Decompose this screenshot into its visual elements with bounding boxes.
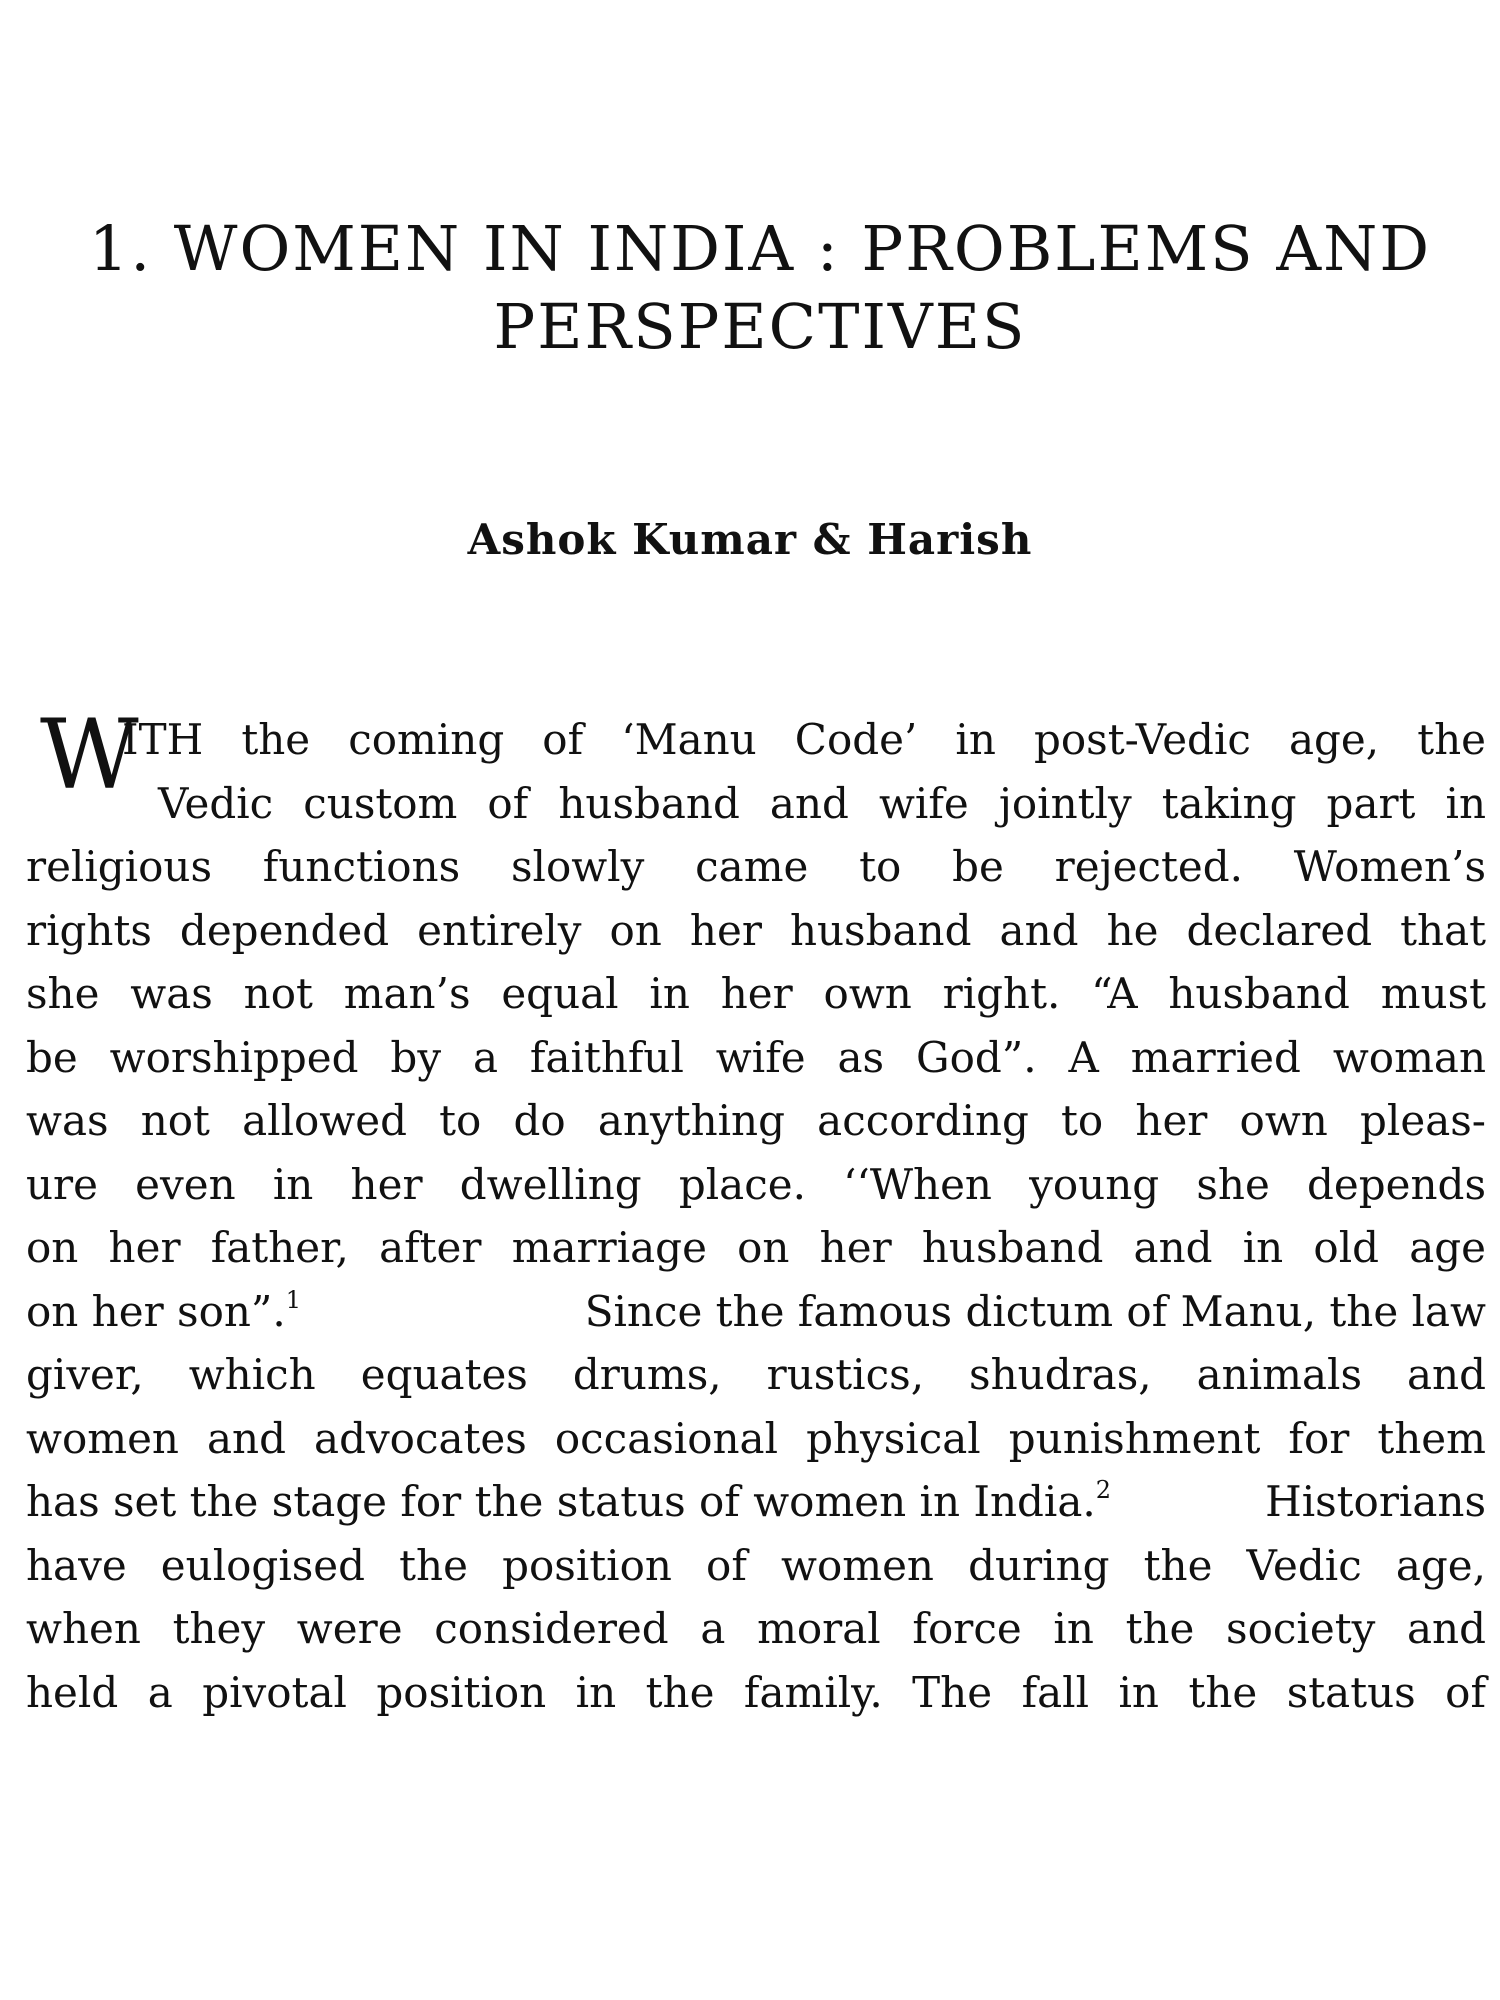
- text-line-content: on her father, after marriage on her husband and in old age: [26, 1223, 1486, 1272]
- footnote-marker: 2: [1095, 1476, 1111, 1504]
- text-line: [26, 1216, 1486, 1280]
- text-line: [26, 835, 1486, 899]
- drop-cap: W: [40, 699, 139, 811]
- text-line: [26, 1470, 1486, 1534]
- text-line-content: be worshipped by a faithful wife as God”. A married woman: [26, 1032, 1486, 1082]
- text-line-content: has set the stage for the status of women in India.: [26, 1477, 1096, 1526]
- text-line: [26, 1597, 1486, 1661]
- text-line-content: religious functions slowly came to be rejected. Women’s: [26, 842, 1486, 891]
- text-line: [26, 1089, 1486, 1153]
- text-line-content: on her son”.: [26, 1286, 286, 1336]
- footnote-marker: 1: [285, 1285, 302, 1314]
- text-line: [26, 1280, 1486, 1344]
- text-line-content: Historians: [1265, 1477, 1486, 1526]
- chapter-title-line-2: PERSPECTIVES: [493, 290, 1027, 363]
- chapter-title-line-1: 1. WOMEN IN INDIA : PROBLEMS AND: [88, 212, 1432, 285]
- text-line-content: rights depended entirely on her husband and he declared that: [26, 905, 1486, 955]
- body-paragraph: [26, 708, 1486, 1724]
- chapter-title: [60, 210, 1460, 366]
- text-line: [26, 1407, 1486, 1471]
- text-line-content: ITH the coming of ‘Manu Code’ in post-Vedic age, the: [122, 715, 1486, 764]
- author-byline: Ashok Kumar & Harish: [467, 515, 1033, 564]
- text-line-content: when they were considered a moral force in the society and: [26, 1604, 1486, 1653]
- text-line: [26, 962, 1486, 1026]
- text-line-content: ure even in her dwelling place. ‘‘When young she depends: [26, 1159, 1486, 1209]
- text-line-content: Since the famous dictum of Manu, the law: [584, 1286, 1486, 1336]
- text-line-content: giver, which equates drums, rustics, shudras, animals and: [26, 1350, 1486, 1399]
- text-line-content: held a pivotal position in the family. The fall in the status of: [26, 1667, 1486, 1717]
- text-line: [26, 1026, 1486, 1090]
- text-line: [26, 708, 1486, 772]
- text-line-content: she was not man’s equal in her own right. “A husband must: [26, 969, 1486, 1018]
- text-line-content: Vedic custom of husband and wife jointly taking part in: [158, 778, 1486, 828]
- text-line: [26, 1343, 1486, 1407]
- text-line: [26, 1153, 1486, 1217]
- text-line: [26, 772, 1486, 836]
- text-line-content: have eulogised the position of women during the Vedic age,: [26, 1540, 1486, 1590]
- text-line-content: was not allowed to do anything according to her own pleas-: [26, 1096, 1486, 1145]
- text-line: [26, 1661, 1486, 1725]
- text-line: [26, 1534, 1486, 1598]
- text-line-content: women and advocates occasional physical punishment for them: [26, 1413, 1486, 1463]
- text-line: [26, 899, 1486, 963]
